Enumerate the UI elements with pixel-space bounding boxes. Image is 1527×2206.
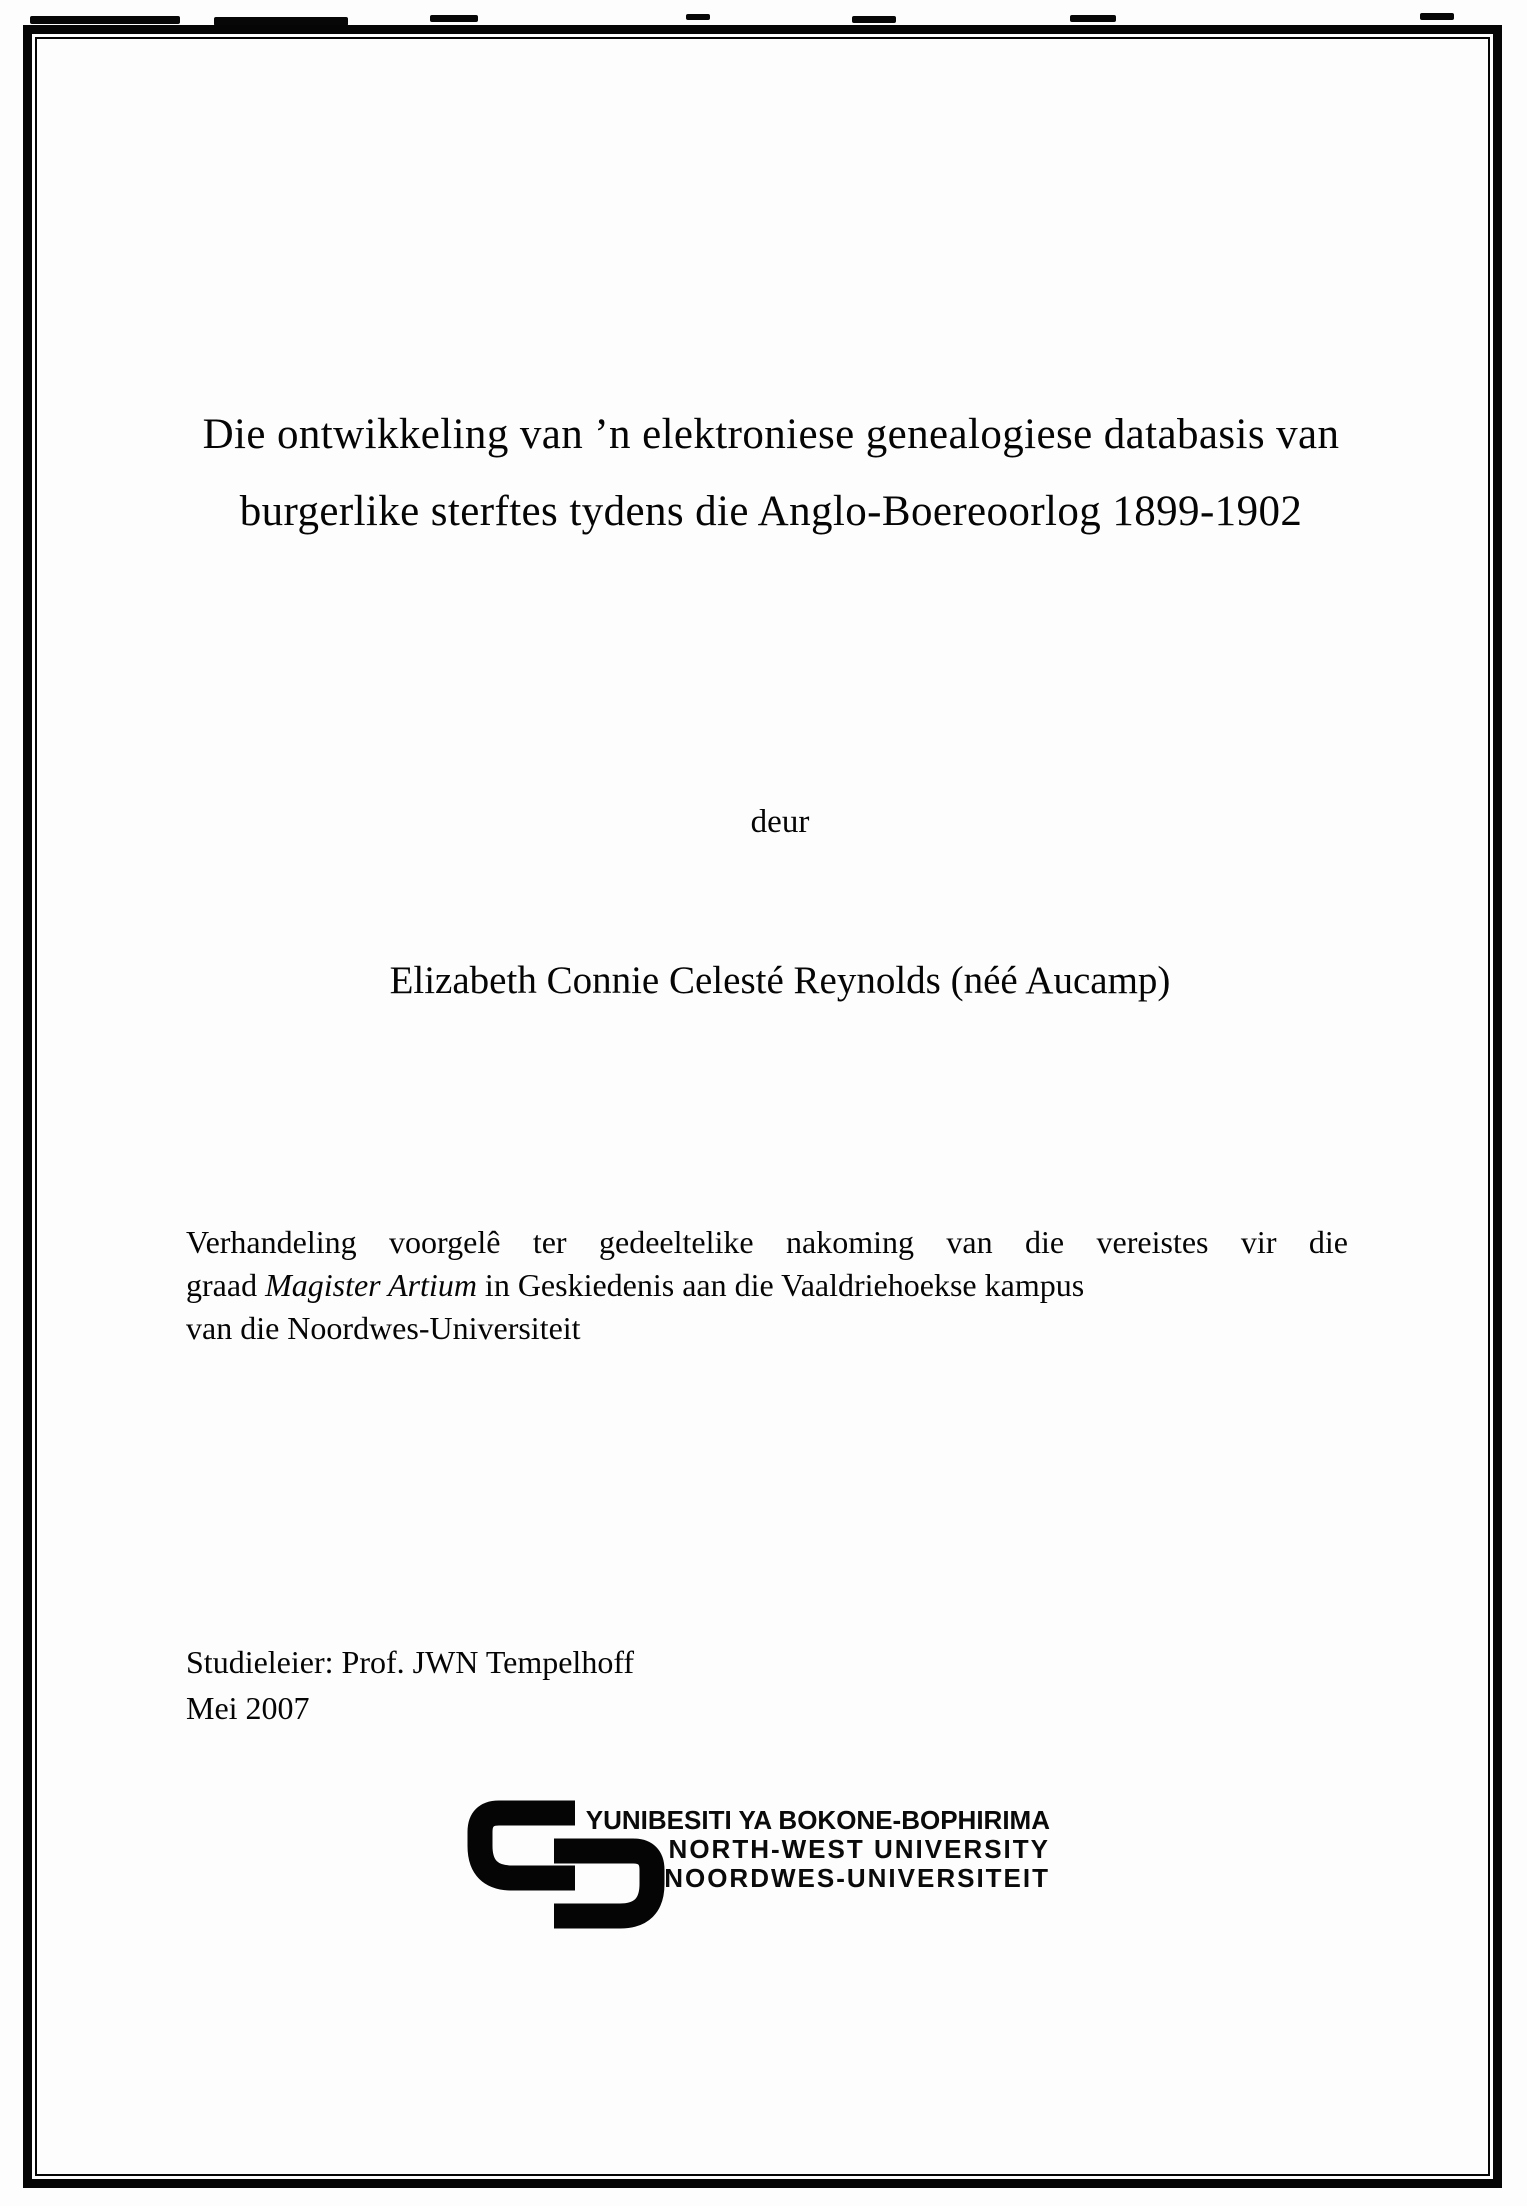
degree-statement-line1: Verhandeling voorgelê ter gedeeltelike nakoming van die vereistes vir die xyxy=(186,1224,1348,1260)
thesis-title xyxy=(186,396,1356,550)
scan-artifact xyxy=(1070,15,1116,22)
thesis-title-line1: Die ontwikkeling van ’n elektroniese genealogiese databasis van xyxy=(202,411,1340,458)
scan-artifact xyxy=(686,14,710,20)
scan-artifact xyxy=(1420,13,1454,20)
university-logo xyxy=(466,1798,1066,1938)
logo-line-afrikaans: NOORDWES-UNIVERSITEIT xyxy=(664,1863,1050,1893)
degree-statement-line3: van die Noordwes-Universiteit xyxy=(186,1310,581,1346)
author-name: Elizabeth Connie Celesté Reynolds (néé Aucamp) xyxy=(389,959,1171,1002)
degree-statement-line2 xyxy=(186,1264,1348,1307)
logo-line-setswana: YUNIBESITI YA BOKONE-BOPHIRIMA xyxy=(585,1805,1050,1835)
logo-line-english: NORTH-WEST UNIVERSITY xyxy=(668,1834,1050,1864)
supervisor-line: Studieleier: Prof. JWN Tempelhoff xyxy=(186,1644,635,1680)
thesis-title-line2: burgerlike sterftes tydens die Anglo-Boereoorlog 1899-1902 xyxy=(239,488,1303,535)
date-line: Mei 2007 xyxy=(186,1690,310,1726)
degree-statement-line2-post: in Geskiedenis aan die Vaaldriehoekse kampus xyxy=(476,1267,1085,1303)
supervisor-block xyxy=(186,1639,634,1731)
degree-name-italic: Magister Artium xyxy=(265,1267,477,1303)
scan-artifact xyxy=(852,16,896,23)
byline-label: deur xyxy=(750,804,810,840)
degree-statement xyxy=(186,1221,1348,1350)
scan-artifact xyxy=(30,16,180,24)
scan-artifact xyxy=(430,15,478,22)
university-logo-text xyxy=(580,1806,1050,1893)
degree-statement-line2-pre: graad xyxy=(186,1267,266,1303)
